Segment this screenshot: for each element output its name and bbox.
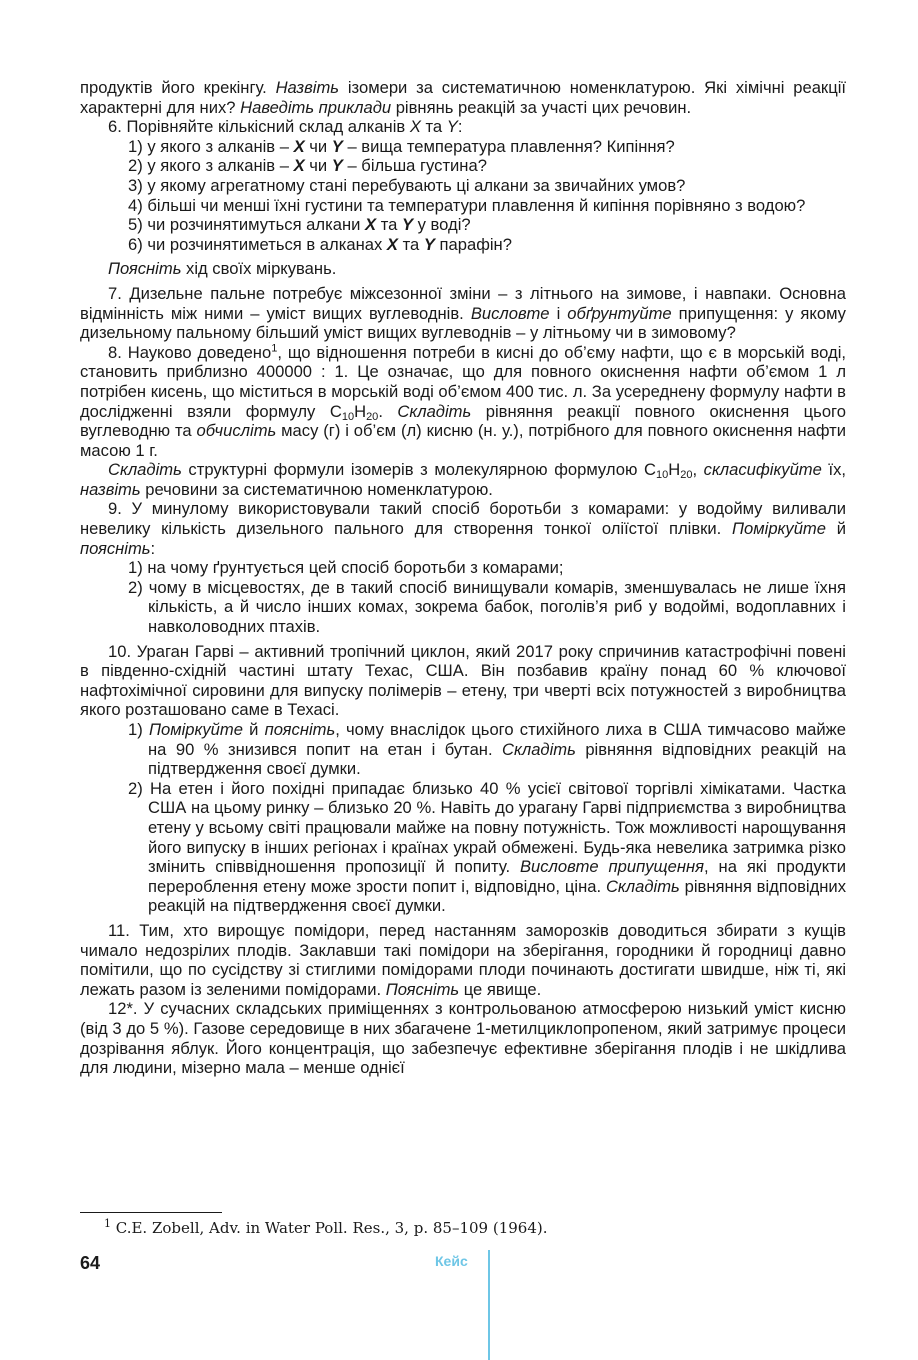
page-body xyxy=(80,78,846,1078)
page-number: 64 xyxy=(80,1253,101,1273)
question-10-item-2: 2) На етен і його похідні припадає близько 40 % усієї світової торгівлі хімікатами. Частка США на цьому ринку – близько 20 %. Навіть до урагану Гарві підприємства з виробництва етену у всьому світі працювали майже на повну потужність. Тож можливості нарощування його випуску в інших регіонах і країнах украй обмежені. Будь-яка невелика затримка різко змінить співвідношення пропозиції й попиту. Висловте припущення, на які продукти перероблення етену може зрости попит і, відповідно, ціна. Складіть рівняння відповідних реакцій на підтвердження своєї думки. xyxy=(128,778,847,916)
section-label: Кейс xyxy=(435,1253,468,1269)
question-6-item-6: 6) чи розчинятиметься в алканах X та Y парафін? xyxy=(128,234,512,254)
question-8: 8. Науково доведено$^1$, що відношення потреби в кисні до об’єму нафти, що є в морській воді, становить приблизно 400000 : 1. Це означає, що для повного окиснення нафти об’ємом 1 л потрібен кисень, що міститься в морській воді об’ємом 400 тис. л. За усереднену формулу нафти в дослідженні взяли формулу $C_{10}H_{20}$. Складіть рівняння реакції повного окиснення цього вуглеводню та обчисліть масу (г) і об’єм (л) кисню (н. у.), потрібного для повного окиснення нафти масою 1 г. xyxy=(80,342,847,460)
question-9-item-2: 2) чому в місцевостях, де в такий спосіб винищували комарів, зменшувалась не лише їхня кількість, а й число інших комах, зокрема бабок, поголів’я риб у водоймі, водоплавних і навколоводних птахів. xyxy=(128,577,846,637)
question-6: 6. Порівняйте кількісний склад алканів X та Y: xyxy=(108,117,463,137)
footnote-divider xyxy=(80,1212,222,1213)
question-6-explain: Поясніть хід своїх міркувань. xyxy=(108,259,337,279)
question-10: 10. Ураган Гарві – активний тропічний циклон, який 2017 року спричинив катастрофічні повені в південно-східній частині штату Техас, США. Він позбавив країну понад 60 % ключової нафтохімічної сировини для випуску полімерів – етену, три чверті всіх потужностей з виробництва якого розташовано саме в Техасі. xyxy=(80,641,846,720)
question-12: 12*. У сучасних складських приміщеннях з контрольованою атмосферою низький уміст кисню (від 3 до 5 %). Газове середовище в них збагачене 1-метилциклопропеном, який затримує процеси дозрівання яблук. Його концентрація, що забезпечує ефективне зберігання плодів і не шкідлива для людини, мізерно мала – менше однієї xyxy=(80,999,846,1078)
question-8-continued: Складіть структурні формули ізомерів з молекулярною формулою $C_{10}H_{20}$, скласифікуйте їх, назвіть речовини за систематичною номенклатурою. xyxy=(80,460,846,499)
question-11: 11. Тим, хто вирощує помідори, перед настанням заморозків доводиться збирати з кущів чимало недозрілих плодів. Заклавши такі помідори на зберігання, городники й городниці давно помітили, що по сусідству зі стиглими помідорами плоди починають достигати швидше, ніж ті, які лежать разом із зеленими помідорами. Поясніть це явище. xyxy=(80,920,846,999)
question-6-item-3: 3) у якому агрегатному стані перебувають ці алкани за звичайних умов? xyxy=(128,175,686,195)
question-6-item-4: 4) більші чи менші їхні густини та температури плавлення й кипіння порівняно з водою? xyxy=(128,195,806,215)
question-9-item-1: 1) на чому ґрунтується цей спосіб боротьби з комарами; xyxy=(128,558,564,578)
question-7: 7. Дизельне пальне потребує міжсезонної зміни – з літнього на зимове, і навпаки. Основна відмінність між ними – уміст вищих вуглеводнів. Висловте і обґрунтуйте припущення: у якому дизельному пальному більший уміст вищих вуглеводнів – у літньому чи в зимовому? xyxy=(80,283,846,343)
question-6-item-1: 1) у якого з алканів – X чи Y – вища температура плавлення? Кипіння? xyxy=(128,136,675,156)
question-6-item-2: 2) у якого з алканів – X чи Y – більша густина? xyxy=(128,156,487,176)
footnote: $^1$ C.E. Zobell, Adv. in Water Poll. Res., 3, p. 85–109 (1964). xyxy=(104,1217,548,1237)
question-10-item-1: 1) Поміркуйте й поясніть, чому внаслідок цього стихійного лиха в США тимчасово майже на 90 % знизився попит на етан і бутан. Складіть рівняння відповідних реакцій на підтвердження своєї думки. xyxy=(128,720,846,779)
question-6-item-5: 5) чи розчинятимуться алкани X та Y у воді? xyxy=(128,215,471,235)
paragraph-intro: продуктів його крекінгу. Назвіть ізомери за систематичною номенклатурою. Які хімічні реакції характерні для них? Наведіть приклади рівнянь реакцій за участі цих речовин. xyxy=(80,78,846,117)
question-9: 9. У минулому використовували такий спосіб боротьби з комарами: у водойму виливали невелику кількість дизельного пального для створення тонкої оліїстої плівки. Поміркуйте й поясніть: xyxy=(80,499,846,558)
section-divider-line xyxy=(488,1250,490,1360)
